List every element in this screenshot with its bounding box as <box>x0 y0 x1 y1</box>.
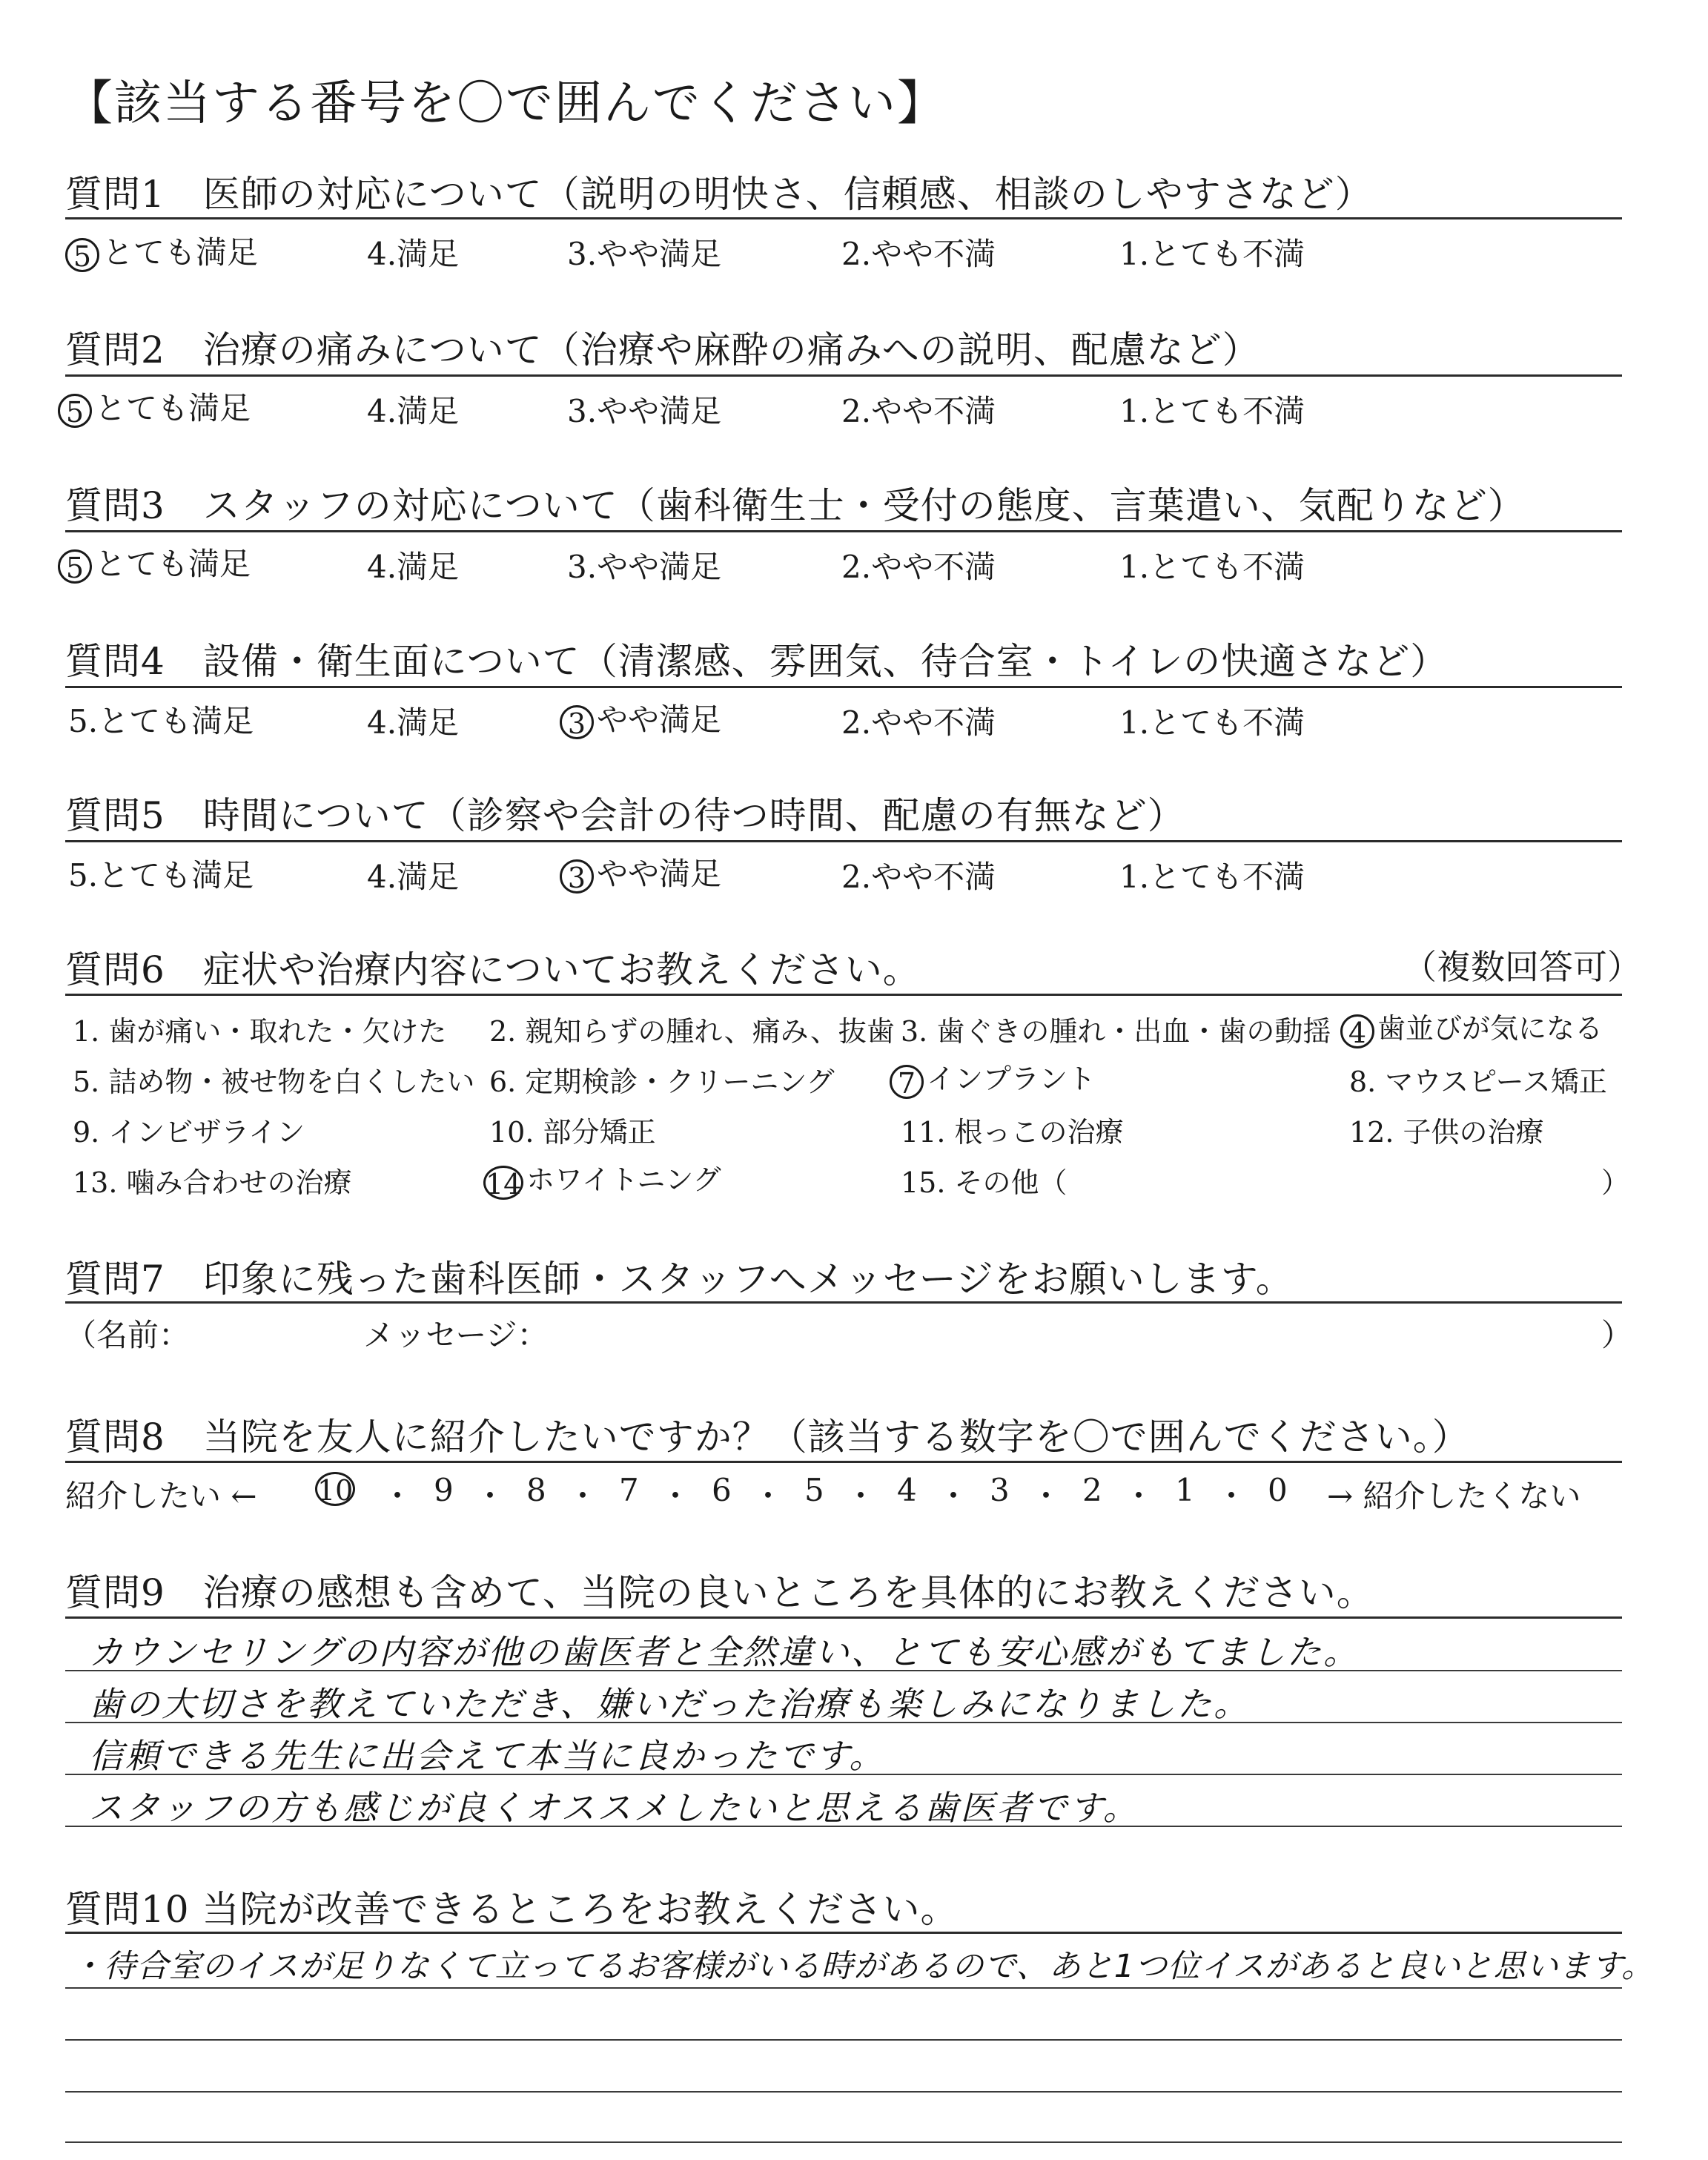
q3-circle-mark: 5 <box>58 549 92 584</box>
q8-score-8[interactable]: 8 <box>526 1472 546 1508</box>
q3-option-4[interactable]: 4.満足 <box>367 549 460 585</box>
q8-dot: ・ <box>382 1478 414 1514</box>
question-1-title: 質問1 医師の対応について（説明の明快さ、信頼感、相談のしやすさなど） <box>65 173 1373 216</box>
q6-item-2[interactable]: 2. 親知らずの腫れ、痛み、抜歯 <box>489 1015 895 1048</box>
q10-line-rule <box>65 2141 1622 2143</box>
q9-line-rule <box>65 1826 1622 1827</box>
q5-option-4[interactable]: 4.満足 <box>367 859 460 895</box>
q6-item-9[interactable]: 9. インビザライン <box>73 1116 305 1149</box>
q6-item-4-selected[interactable]: 4 歯並びが気になる <box>1340 1005 1603 1048</box>
q9-answer-line-2: 歯の大切さを教えていただき、嫌いだった治療も楽しみになりました。 <box>89 1684 1251 1724</box>
q2-option-2[interactable]: 2.やや不満 <box>841 393 996 429</box>
q1-option-5-selected[interactable]: 5 とても満足 <box>65 228 258 273</box>
question-5-rule <box>65 840 1622 842</box>
q8-score-7[interactable]: 7 <box>619 1472 639 1508</box>
form-title: 【該当する番号を〇で囲んでください】 <box>65 76 946 131</box>
q2-option-3[interactable]: 3.やや満足 <box>567 393 722 429</box>
q6-item-13[interactable]: 13. 噛み合わせの治療 <box>73 1166 352 1199</box>
q8-right-label: → 紹介したくない <box>1327 1478 1581 1514</box>
q8-score-9[interactable]: 9 <box>434 1472 454 1508</box>
q2-option-1[interactable]: 1.とても不満 <box>1119 393 1305 429</box>
q8-score-3[interactable]: 3 <box>990 1472 1010 1508</box>
question-6-title: 質問6 症状や治療内容についてお教えください。 <box>65 948 921 991</box>
q1-option-2[interactable]: 2.やや不満 <box>841 236 996 272</box>
q6-item-12[interactable]: 12. 子供の治療 <box>1349 1116 1544 1149</box>
q8-score-2[interactable]: 2 <box>1082 1472 1102 1508</box>
q8-score-1[interactable]: 1 <box>1175 1472 1195 1508</box>
q8-score-6[interactable]: 6 <box>712 1472 732 1508</box>
q6-item-8[interactable]: 8. マウスピース矯正 <box>1349 1066 1607 1098</box>
q4-option-5[interactable]: 5.とても満足 <box>68 703 254 739</box>
q2-option-4[interactable]: 4.満足 <box>367 393 460 429</box>
q9-answer-line-4: スタッフの方も感じが良くオススメしたいと思える歯医者です。 <box>89 1788 1139 1828</box>
q5-option-5[interactable]: 5.とても満足 <box>68 857 254 894</box>
question-4-title: 質問4 設備・衛生面について（清潔感、雰囲気、待合室・トイレの快適さなど） <box>65 640 1449 683</box>
question-4-rule <box>65 686 1622 688</box>
q8-dot: ・ <box>1030 1478 1062 1514</box>
q6-item-1[interactable]: 1. 歯が痛い・取れた・欠けた <box>73 1015 447 1048</box>
q9-line-rule <box>65 1774 1622 1775</box>
question-6-rule <box>65 994 1622 996</box>
q4-option-3-selected[interactable]: 3 やや満足 <box>560 696 721 740</box>
q3-option-5-selected[interactable]: 5 とても満足 <box>58 540 251 584</box>
q8-left-label: 紹介したい ← <box>65 1478 257 1514</box>
q6-item-6[interactable]: 6. 定期検診・クリーニング <box>489 1066 835 1098</box>
q5-circle-mark: 3 <box>560 859 594 894</box>
q3-option-1[interactable]: 1.とても不満 <box>1119 549 1305 585</box>
q1-option-4[interactable]: 4.満足 <box>367 236 460 272</box>
q4-option-4[interactable]: 4.満足 <box>367 704 460 741</box>
question-9-title: 質問9 治療の感想も含めて、当院の良いところを具体的にお教えください。 <box>65 1571 1374 1614</box>
q8-dot: ・ <box>567 1478 599 1514</box>
q8-dot: ・ <box>660 1478 692 1514</box>
q5-option-3-selected[interactable]: 3 やや満足 <box>560 850 721 894</box>
question-2-title: 質問2 治療の痛みについて（治療や麻酔の痛みへの説明、配慮など） <box>65 328 1260 371</box>
q7-name-label: （名前： <box>65 1317 191 1353</box>
q8-score-5[interactable]: 5 <box>804 1472 824 1508</box>
q1-option-1[interactable]: 1.とても不満 <box>1119 236 1305 272</box>
q6-item-7-selected[interactable]: 7 インプラント <box>890 1056 1096 1099</box>
q6-item-15-other[interactable]: 15. その他（ <box>901 1166 1068 1199</box>
q8-dot: ・ <box>474 1478 506 1514</box>
q4-option-1[interactable]: 1.とても不満 <box>1119 704 1305 741</box>
question-8-rule <box>65 1461 1622 1463</box>
q6-item-5[interactable]: 5. 詰め物・被せ物を白くしたい <box>73 1066 475 1098</box>
question-10-rule <box>65 1932 1622 1934</box>
q9-answer-line-1: カウンセリングの内容が他の歯医者と全然違い、とても安心感がもてました。 <box>89 1632 1360 1672</box>
q7-message-label: メッセージ： <box>363 1317 549 1353</box>
q10-line-rule <box>65 2039 1622 2041</box>
q8-score-0[interactable]: 0 <box>1268 1472 1288 1508</box>
question-9-rule <box>65 1616 1622 1619</box>
q6-item-3[interactable]: 3. 歯ぐきの腫れ・出血・歯の動揺 <box>901 1015 1331 1048</box>
multiple-answers-note: （複数回答可） <box>1403 947 1641 987</box>
question-7-rule <box>65 1301 1622 1304</box>
q6-item-10[interactable]: 10. 部分矯正 <box>489 1116 656 1149</box>
q8-dot: ・ <box>752 1478 784 1514</box>
q3-option-2[interactable]: 2.やや不満 <box>841 549 996 585</box>
q6-item-14-circle-mark: 14 <box>483 1166 523 1200</box>
q8-dot: ・ <box>1216 1478 1248 1514</box>
q8-circle-mark: 10 <box>315 1472 355 1506</box>
q9-line-rule <box>65 1670 1622 1671</box>
question-2-rule <box>65 374 1622 377</box>
q10-line-rule <box>65 1987 1622 1989</box>
q9-answer-line-3: 信頼できる先生に出会えて本当に良かったです。 <box>89 1736 886 1776</box>
question-8-title: 質問8 当院を友人に紹介したいですか？（該当する数字を〇で囲んでください。） <box>65 1416 1470 1459</box>
q8-score-4[interactable]: 4 <box>897 1472 917 1508</box>
question-3-title: 質問3 スタッフの対応について（歯科衛生士・受付の態度、言葉遣い、気配りなど） <box>65 484 1526 527</box>
q4-circle-mark: 3 <box>560 705 594 739</box>
q1-circle-mark: 5 <box>65 238 99 272</box>
question-7-title: 質問7 印象に残った歯科医師・スタッフへメッセージをお願いします。 <box>65 1258 1294 1301</box>
q6-other-close-paren: ） <box>1601 1166 1630 1199</box>
q6-item-7-circle-mark: 7 <box>890 1065 924 1099</box>
q8-score-10-selected[interactable] <box>315 1468 358 1506</box>
q1-option-3[interactable]: 3.やや満足 <box>567 236 722 272</box>
q9-line-rule <box>65 1722 1622 1723</box>
q8-dot: ・ <box>845 1478 877 1514</box>
q5-option-2[interactable]: 2.やや不満 <box>841 859 996 895</box>
question-10-title: 質問10 当院が改善できるところをお教えください。 <box>65 1888 959 1931</box>
q4-option-2[interactable]: 2.やや不満 <box>841 704 996 741</box>
q10-line-rule <box>65 2091 1622 2093</box>
q8-dot: ・ <box>938 1478 970 1514</box>
q3-option-3[interactable]: 3.やや満足 <box>567 549 722 585</box>
q8-dot: ・ <box>1123 1478 1155 1514</box>
q10-answer-line-1: ・待合室のイスが足りなくて立ってるお客様がいる時があるので、あと1つ位イスがあると良いと思います。 <box>71 1948 1655 1985</box>
q2-circle-mark: 5 <box>58 394 92 428</box>
question-5-title: 質問5 時間について（診察や会計の待つ時間、配慮の有無など） <box>65 794 1185 837</box>
q2-option-5-selected[interactable]: 5 とても満足 <box>58 384 251 429</box>
q7-close-paren: ） <box>1601 1317 1633 1353</box>
q6-item-4-circle-mark: 4 <box>1340 1014 1374 1048</box>
q6-item-14-selected[interactable]: 14 ホワイトニング <box>483 1157 721 1200</box>
question-1-rule <box>65 217 1622 219</box>
q5-option-1[interactable]: 1.とても不満 <box>1119 859 1305 895</box>
q6-item-11[interactable]: 11. 根っこの治療 <box>901 1116 1124 1149</box>
question-3-rule <box>65 530 1622 532</box>
